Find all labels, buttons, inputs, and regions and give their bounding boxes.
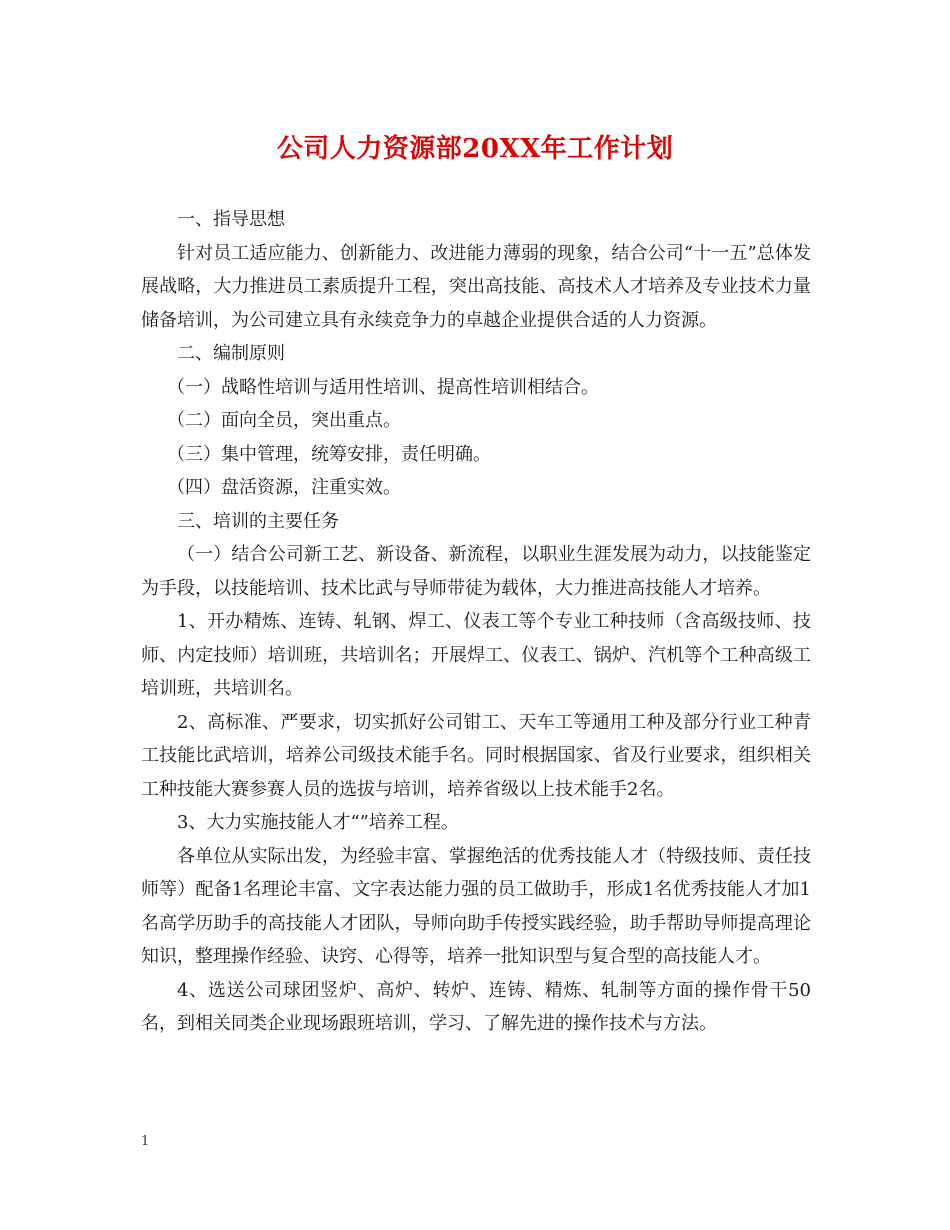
task-item-3: 3、大力实施技能人才“”培养工程。 [177, 812, 459, 833]
section-heading-main-tasks: 三、培训的主要任务 [177, 510, 339, 532]
task-item-4: 4、选送公司球团竖炉、高炉、转炉、连铸、精炼、轧制等方面的操作骨干50名，到相关同类企业现场跟班培训，学习、了解先进的操作技术与方法。 [141, 979, 811, 1034]
document-body [141, 203, 811, 1041]
task-item-3-detail: 各单位从实际出发，为经验丰富、掌握绝活的优秀技能人才（特级技师、责任技师等）配备1名理论丰富、文字表达能力强的员工做助手，形成1名优秀技能人才加1名高学历助手的高技能人才团队，导师向助手传授实践经验，助手帮助导师提高理论知识，整理操作经验、诀窍、心得等，培养一批知识型与复合型的高技能人才。 [141, 845, 811, 967]
task-item-1: 1、开办精炼、连铸、轧钢、焊工、仪表工等个专业工种技师（含高级技师、技师、内定技师）培训班，共培训名；开展焊工、仪表工、锅炉、汽机等个工种高级工培训班，共培训名。 [141, 611, 811, 699]
section-heading-guiding-ideology: 一、指导思想 [177, 209, 285, 230]
page-number: 1 [141, 1134, 150, 1149]
principle-item-3: （三）集中管理，统筹安排，责任明确。 [167, 443, 491, 465]
principle-item-1: （一）战略性培训与适用性培训、提高性培训相结合。 [167, 376, 599, 398]
principle-item-4: （四）盘活资源，注重实效。 [167, 477, 401, 498]
document-title: 公司人力资源部20XX年工作计划 [276, 134, 674, 164]
section-heading-principles: 二、编制原则 [177, 343, 285, 364]
paragraph-guiding-ideology: 针对员工适应能力、创新能力、改进能力薄弱的现象，结合公司“十一五”总体发展战略，大力推进员工素质提升工程，突出高技能、高技术人才培养及专业技术力量储备培训，为公司建立具有永续竞争力的卓越企业提供合适的人力资源。 [141, 242, 811, 331]
task-paragraph-1: （一）结合公司新工艺、新设备、新流程，以职业生涯发展为动力，以技能鉴定为手段，以技能培训、技术比武与导师带徒为载体，大力推进高技能人才培养。 [141, 544, 811, 599]
principle-item-2: （二）面向全员，突出重点。 [167, 410, 401, 431]
task-item-2: 2、高标准、严要求，切实抓好公司钳工、天车工等通用工种及部分行业工种青工技能比武培训，培养公司级技术能手名。同时根据国家、省及行业要求，组织相关工种技能大赛参赛人员的选拔与培训，培养省级以上技术能手2名。 [141, 711, 811, 800]
